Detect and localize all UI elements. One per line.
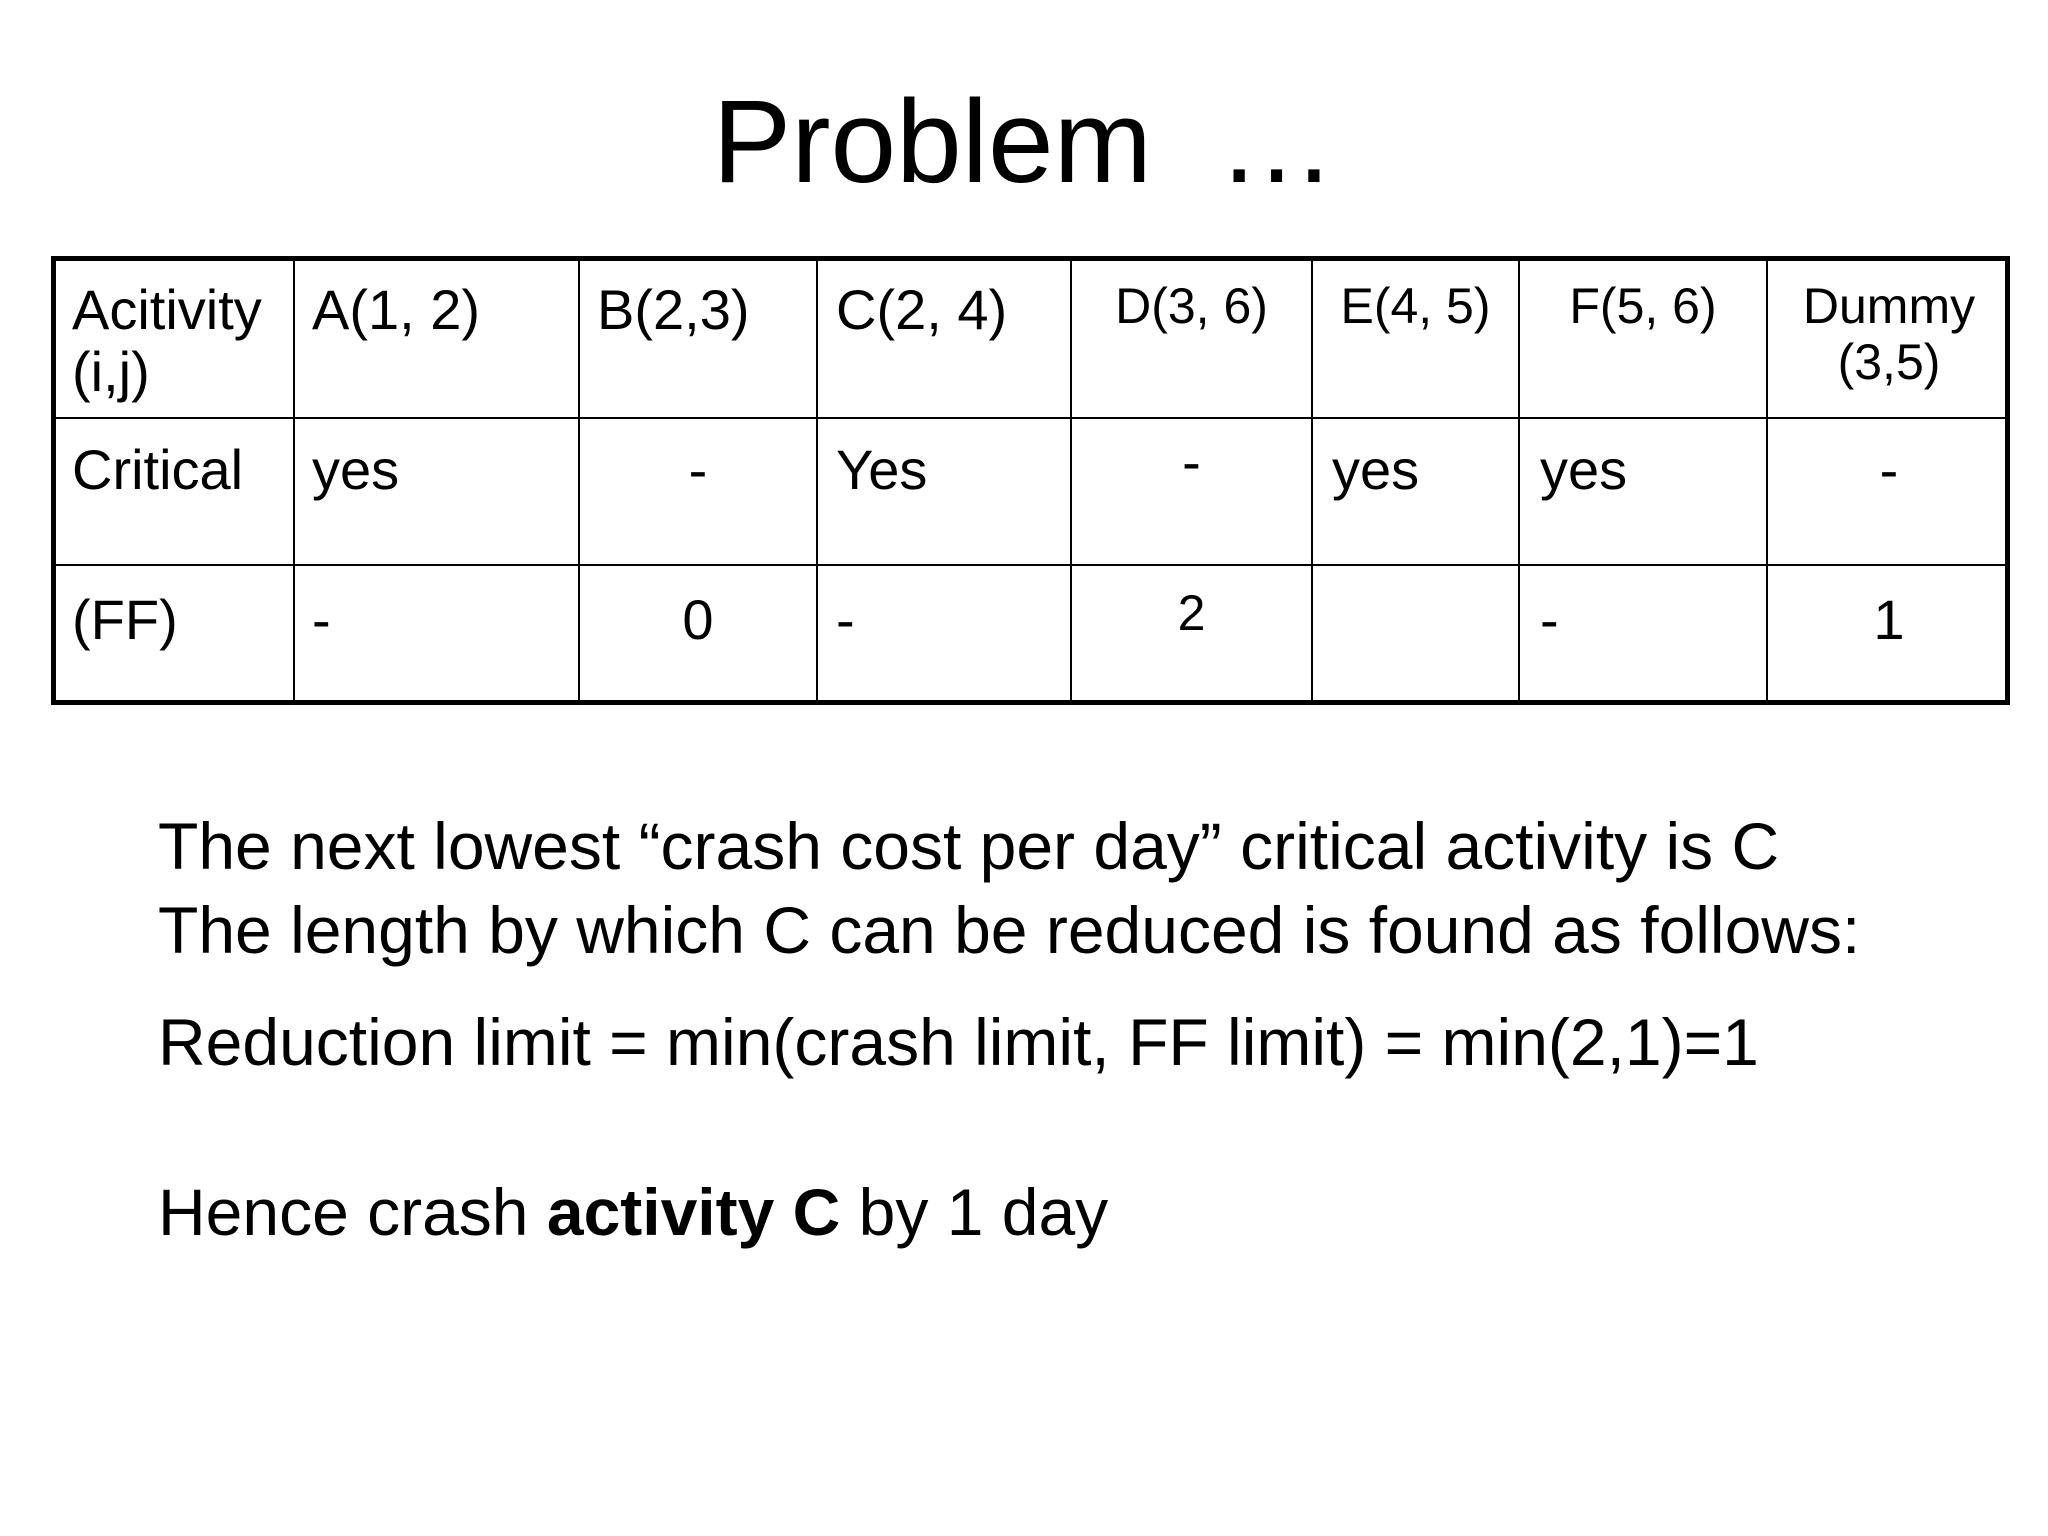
- critical-c: Yes: [836, 438, 928, 501]
- body-line-2: The length by which C can be reduced is found as follows:: [158, 893, 1861, 967]
- activity-table: [51, 256, 2010, 705]
- row-critical-label: Critical: [72, 438, 244, 501]
- table-header-b: B(2,3): [597, 278, 750, 341]
- table-row-divider: [56, 564, 2005, 566]
- table-header-e: E(4, 5): [1340, 278, 1491, 334]
- critical-d: -: [1182, 430, 1201, 493]
- table-row-divider: [56, 417, 2005, 419]
- row-ff-label: (FF): [72, 588, 178, 651]
- table-header-dummy: [1768, 278, 2010, 390]
- header-dummy-line2: (3,5): [1837, 334, 1941, 390]
- table-header-a: A(1, 2): [312, 278, 481, 341]
- body-line-4-bold: activity C: [546, 1175, 841, 1249]
- body-line-3: Reduction limit = min(crash limit, FF limit) = min(2,1)=1: [158, 1005, 1759, 1079]
- body-line-4-pre: Hence crash: [158, 1175, 547, 1249]
- ff-b: 0: [682, 588, 714, 651]
- header-dummy-line1: Dummy: [1802, 278, 1976, 334]
- critical-b: -: [688, 438, 708, 501]
- table-col-divider: [293, 261, 295, 700]
- body-line-1: The next lowest “crash cost per day” critical activity is C: [158, 809, 1780, 883]
- critical-e: yes: [1332, 438, 1420, 501]
- header-activity-line1: Acitivity: [72, 278, 262, 341]
- ff-f: -: [1540, 588, 1559, 651]
- critical-f: yes: [1540, 438, 1628, 501]
- table-header-d: D(3, 6): [1115, 278, 1268, 334]
- ff-dummy: 1: [1873, 588, 1905, 651]
- critical-a: yes: [312, 438, 400, 501]
- critical-dummy: -: [1879, 438, 1899, 501]
- ff-c: -: [836, 588, 855, 651]
- body-line-4-post: by 1 day: [840, 1175, 1109, 1249]
- table-header-f: F(5, 6): [1569, 278, 1717, 334]
- slide-title: Problem …: [712, 76, 1336, 208]
- table-header-activity: [72, 279, 262, 403]
- ff-d: 2: [1177, 585, 1206, 641]
- ff-a: -: [312, 588, 331, 651]
- body-line-4: [158, 1170, 1108, 1254]
- table-col-divider: [816, 261, 818, 700]
- table-header-c: C(2, 4): [836, 278, 1008, 341]
- header-activity-line2: (i,j): [72, 340, 150, 403]
